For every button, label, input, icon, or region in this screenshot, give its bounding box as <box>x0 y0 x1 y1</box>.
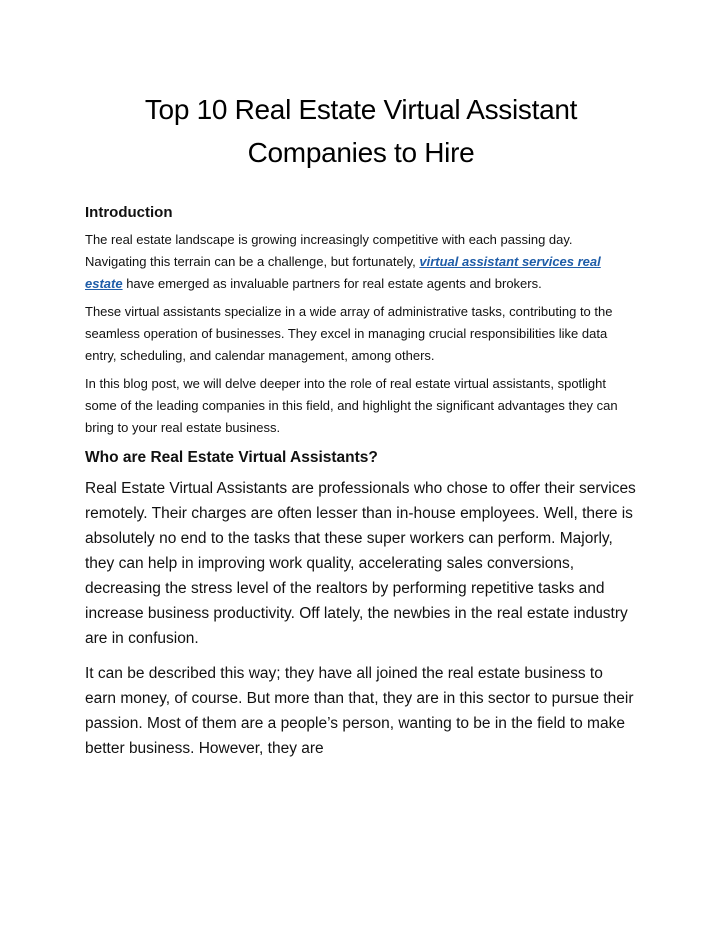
who-paragraph-2: It can be described this way; they have all joined the real estate business to earn money, of course. But more than that, they are in this sector to pursue their passion. Most of them are a people’s person, wanting to be in the field to make better business. However, they are <box>85 665 634 757</box>
who-are-va-heading: Who are Real Estate Virtual Assistants? <box>85 449 378 466</box>
introduction-paragraph-2: These virtual assistants specialize in a wide array of administrative tasks, contributing to the seamless operation of businesses. They excel in managing crucial responsibilities like data entry, scheduling, and calendar management, among others. <box>85 304 613 363</box>
page-title <box>85 88 637 174</box>
intro-p1-text-before-link: The real estate landscape is growing increasingly competitive with each passing day. Navigating this terrain can be a challenge, but fortunately, <box>85 232 573 269</box>
title-line-2: Companies to Hire <box>247 137 475 168</box>
introduction-paragraph-1 <box>85 229 637 295</box>
title-line-1: Top 10 Real Estate Virtual Assistant <box>144 94 578 125</box>
intro-p1-text-after-link: have emerged as invaluable partners for real estate agents and brokers. <box>122 276 542 291</box>
introduction-heading: Introduction <box>85 204 173 221</box>
document-page <box>85 0 637 761</box>
virtual-assistant-services-link[interactable]: virtual assistant services real estate <box>85 254 601 291</box>
introduction-paragraph-3: In this blog post, we will delve deeper into the role of real estate virtual assistants, spotlight some of the leading companies in this field, and highlight the significant advantages they can bring to your real estate business. <box>85 376 618 435</box>
who-paragraph-1: Real Estate Virtual Assistants are professionals who chose to offer their services remotely. Their charges are often lesser than in-house employees. Well, there is absolutely no end to the tasks that these super workers can perform. Majorly, they can help in improving work quality, accelerating sales conversions, decreasing the stress level of the realtors by performing repetitive tasks and increase business productivity. Off lately, the newbies in the real estate industry are in confusion. <box>85 480 636 647</box>
